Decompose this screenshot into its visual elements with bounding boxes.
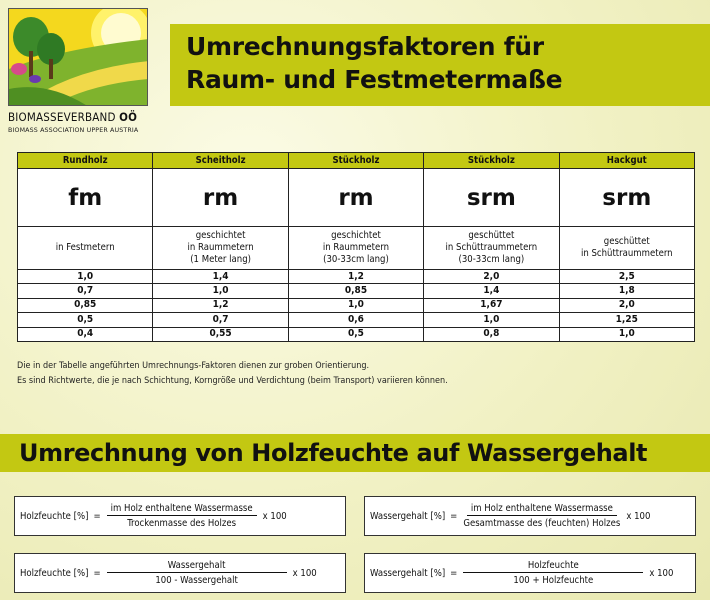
column-header: Stückholz bbox=[424, 153, 559, 169]
value-cell: 1,0 bbox=[18, 270, 153, 284]
table-row bbox=[18, 270, 695, 284]
description-line: in Raummetern bbox=[322, 242, 390, 253]
unit-cell: rm bbox=[153, 169, 288, 227]
page-title-line1: Umrechnungsfaktoren für bbox=[186, 32, 544, 61]
description-line: geschüttet bbox=[468, 230, 515, 241]
value-cell: 1,8 bbox=[559, 284, 694, 298]
formula-equals: = bbox=[450, 567, 458, 579]
description-cell bbox=[153, 227, 288, 270]
table-header-row bbox=[18, 153, 695, 169]
column-header: Scheitholz bbox=[153, 153, 288, 169]
formula-denominator: Gesamtmasse des (feuchten) Holzes bbox=[463, 518, 621, 529]
formula-fraction bbox=[107, 560, 287, 586]
formula-numerator: im Holz enthaltene Wassermasse bbox=[107, 503, 257, 516]
unit-cell: fm bbox=[18, 169, 153, 227]
description-line: in Schüttraummetern bbox=[445, 242, 538, 253]
description-line: geschüttet bbox=[603, 236, 650, 247]
column-header: Stückholz bbox=[288, 153, 423, 169]
formula-denominator: 100 - Wassergehalt bbox=[155, 575, 238, 586]
table-row bbox=[18, 313, 695, 327]
unit-cell: srm bbox=[559, 169, 694, 227]
page-title-line2: Raum- und Festmetermaße bbox=[186, 65, 563, 94]
formula-lhs: Wassergehalt [%] bbox=[370, 567, 446, 579]
table-row bbox=[18, 298, 695, 312]
column-header: Rundholz bbox=[18, 153, 153, 169]
description-line: in Raummetern bbox=[187, 242, 254, 253]
value-cell: 1,0 bbox=[153, 284, 288, 298]
formula-lhs: Holzfeuchte [%] bbox=[20, 510, 89, 522]
formula-equals: = bbox=[93, 510, 101, 522]
description-cell bbox=[288, 227, 423, 270]
value-cell: 0,5 bbox=[18, 313, 153, 327]
formula-multiplier: x 100 bbox=[626, 510, 651, 522]
description-line: in Festmetern bbox=[55, 242, 115, 253]
description-line: (30-33cm lang) bbox=[323, 254, 389, 265]
description-cell bbox=[424, 227, 559, 270]
value-cell: 1,2 bbox=[288, 270, 423, 284]
formula-fraction bbox=[463, 560, 643, 586]
formula-denominator: Trockenmasse des Holzes bbox=[127, 518, 237, 529]
unit-cell: srm bbox=[424, 169, 559, 227]
description-line: in Schüttraummetern bbox=[580, 248, 673, 259]
value-cell: 0,7 bbox=[18, 284, 153, 298]
value-cell: 0,55 bbox=[153, 327, 288, 341]
description-cell bbox=[559, 227, 694, 270]
value-cell: 1,4 bbox=[424, 284, 559, 298]
formula-fraction bbox=[463, 503, 620, 529]
description-line: geschichtet bbox=[331, 230, 381, 241]
value-cell: 1,0 bbox=[288, 298, 423, 312]
unit-cell: rm bbox=[288, 169, 423, 227]
logo-subtitle: BIOMASS ASSOCIATION UPPER AUSTRIA bbox=[8, 127, 139, 134]
section-title: Umrechnung von Holzfeuchte auf Wassergehalt bbox=[19, 439, 648, 467]
description-line: geschichtet bbox=[195, 230, 246, 241]
value-cell: 0,8 bbox=[424, 327, 559, 341]
formula-box-wassergehalt-1 bbox=[364, 496, 696, 536]
value-cell: 1,0 bbox=[424, 313, 559, 327]
formula-numerator: Holzfeuchte bbox=[463, 560, 643, 573]
formula-equals: = bbox=[450, 510, 458, 522]
value-cell: 0,4 bbox=[18, 327, 153, 341]
formula-equals: = bbox=[93, 567, 101, 579]
value-cell: 2,0 bbox=[559, 298, 694, 312]
table-note bbox=[17, 359, 448, 389]
value-cell: 1,25 bbox=[559, 313, 694, 327]
logo-name: BIOMASSEVERBAND OÖ bbox=[8, 110, 138, 124]
value-cell: 0,85 bbox=[18, 298, 153, 312]
conversion-table bbox=[17, 152, 695, 342]
unit-row bbox=[18, 169, 695, 227]
formula-multiplier: x 100 bbox=[649, 567, 674, 579]
description-line: (30-33cm lang) bbox=[458, 254, 525, 265]
biomasseverband-logo bbox=[6, 6, 156, 141]
column-header: Hackgut bbox=[559, 153, 694, 169]
table-row bbox=[18, 284, 695, 298]
formula-numerator: Wassergehalt bbox=[107, 560, 287, 573]
logo-landscape-icon bbox=[8, 8, 148, 106]
formula-lhs: Wassergehalt [%] bbox=[370, 510, 446, 522]
formula-lhs: Holzfeuchte [%] bbox=[20, 567, 89, 579]
value-cell: 1,0 bbox=[559, 327, 694, 341]
table-row bbox=[18, 327, 695, 341]
formula-fraction bbox=[107, 503, 257, 529]
value-cell: 2,5 bbox=[559, 270, 694, 284]
formula-box-holzfeuchte-1 bbox=[14, 496, 346, 536]
description-line: (1 Meter lang) bbox=[190, 254, 251, 265]
formula-box-wassergehalt-2 bbox=[364, 553, 696, 593]
formula-denominator: 100 + Holzfeuchte bbox=[513, 575, 594, 586]
page-title bbox=[186, 30, 562, 96]
description-row bbox=[18, 227, 695, 270]
note-line: Es sind Richtwerte, die je nach Schichtung, Korngröße und Verdichtung (beim Transport) variieren können. bbox=[17, 376, 448, 386]
note-line: Die in der Tabelle angeführten Umrechnungs-Faktoren dienen zur groben Orientierung. bbox=[17, 361, 370, 371]
formula-box-holzfeuchte-2 bbox=[14, 553, 346, 593]
formula-multiplier: x 100 bbox=[292, 567, 317, 579]
value-cell: 0,7 bbox=[153, 313, 288, 327]
value-cell: 0,6 bbox=[288, 313, 423, 327]
value-cell: 1,67 bbox=[424, 298, 559, 312]
value-cell: 0,85 bbox=[288, 284, 423, 298]
value-cell: 1,2 bbox=[153, 298, 288, 312]
formula-multiplier: x 100 bbox=[262, 510, 287, 522]
value-cell: 0,5 bbox=[288, 327, 423, 341]
value-cell: 2,0 bbox=[424, 270, 559, 284]
formula-numerator: im Holz enthaltene Wassermasse bbox=[467, 503, 617, 516]
value-cell: 1,4 bbox=[153, 270, 288, 284]
description-cell bbox=[18, 227, 153, 270]
